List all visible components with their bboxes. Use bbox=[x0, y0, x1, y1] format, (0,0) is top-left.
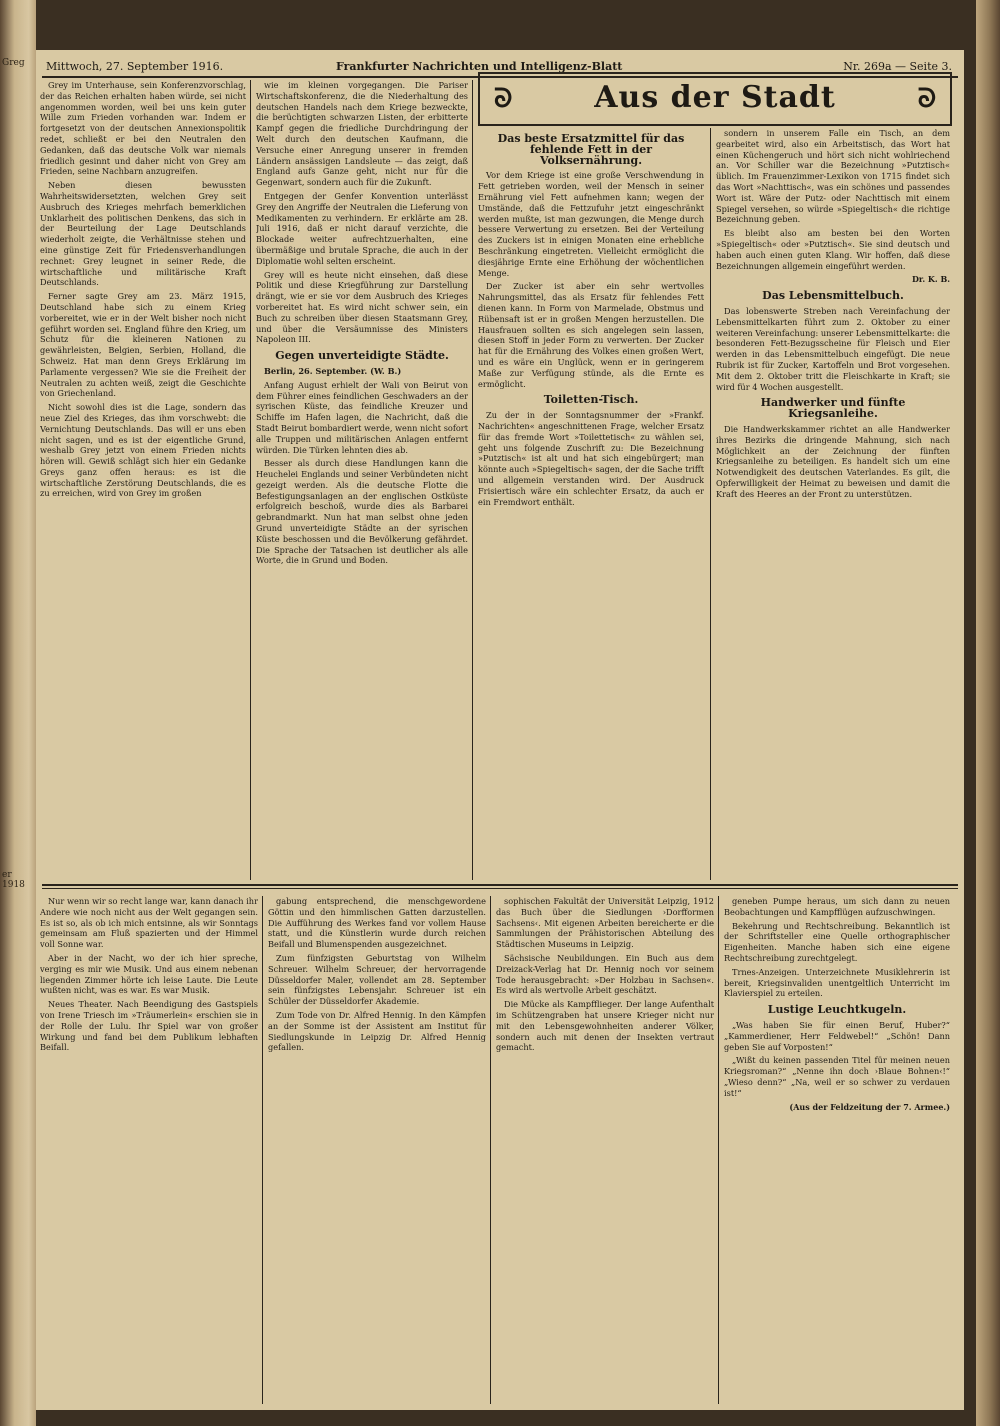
column-divider bbox=[490, 896, 491, 1404]
column-divider bbox=[710, 128, 711, 880]
column-3 bbox=[478, 128, 704, 880]
article-heading: Handwerker und fünfte Kriegsanleihe. bbox=[760, 396, 906, 421]
paragraph: Bekehrung und Rechtschreibung. Bekanntlich ist der Schriftsteller eine Quelle orthographischer Eigenheiten. Manche haben sich eine eigene Rechtschreibung zurechtgelegt. bbox=[724, 920, 950, 963]
bottom-column-2 bbox=[268, 896, 486, 1404]
paragraph: Zum Tode von Dr. Alfred Hennig. In den Kämpfen an der Somme ist der Assistent am Institut für Siedlungskunde in Leipzig Dr. Alfred Hennig gefallen. bbox=[268, 1009, 486, 1053]
paragraph: Der Zucker ist aber ein sehr wertvolles Nahrungsmittel, das als Ersatz für fehlendes Fett dienen kann. In Form von Marmelade, Obstmus und Rübensaft ist er in großen Mengen herzustellen. Die Hausfrauen sollten es sich angelegen sein lassen, diesen Stoff in jeder Form zu verwerten. Der Zucker hat für die Ernährung des Volkes einen großen Wert, und es wäre ein Unglück, wenn er in geringerem Maße zur Verfügung stünde, als die Ernte es ermöglicht. bbox=[478, 281, 704, 389]
paragraph: sondern in unserem Falle ein Tisch, an dem gearbeitet wird, also ein Arbeitstisch, das Wort hat einen Küchengeruch und hört sich nicht wohlriechend an. Vor Schiller war die Bezeichnung »Putztisch« üblich. Im Frauenzimmer-Lexikon von 1715 findet sich das Wort »Nachttisch«, was ein schönes und passendes Wort ist. Wäre der Putz- oder Nachttisch mit einem Spiegel versehen, so würde »Spiegeltisch« die richtige Bezeichnung geben. bbox=[716, 128, 950, 225]
paragraph: sophischen Fakultät der Universität Leipzig, 1912 das Buch über die Siedlungen ›Dorfformen Sachsens‹. Mit eigenen Arbeiten bereicherte er die Sammlungen der Prähistorischen Abteilung des Städtischen Museums in Leipzig. bbox=[496, 896, 714, 950]
paragraph: Ferner sagte Grey am 23. März 1915, Deutschland habe sich zu einem Krieg vorbereitet, wie er in der Welt bisher noch nicht geführt worden sei. England führe den Krieg, um Schutz für die kleineren Nationen zu gewährleisten, Belgien, Serbien, Holland, die Schweiz. Hat man denn Greys Erklärung im Parlamente vergessen? Wie sie die Freiheit der Neutralen zu achten weiß, zeigt die Geschichte von Griechenland. bbox=[40, 291, 246, 399]
paragraph: Nicht sowohl dies ist die Lage, sondern das neue Ziel des Krieges, das ihm vorschwebt: die Vernichtung Deutschlands. Das will er uns eben nicht sagen, und es ist der eigentliche Grund, weshalb Grey jetzt von einem Frieden nichts hören will. Gewiß schlägt sich hier ein Gedanke Greys ganz offen heraus: es ist die wirtschaftliche Zerstörung Deutschlands, die es zu erreichen, wird von Grey im großen bbox=[40, 402, 246, 499]
paragraph: Vor dem Kriege ist eine große Verschwendung in Fett getrieben worden, weil der Mensch in seiner Ernährung viel Fett aufnehmen kann; wegen der Umstände, daß die Fettzufuhr jetzt eingeschränkt werden mußte, ist man gezwungen, die Menge durch bessere Verwertung zu ersetzen. Bei der Verteilung des Zuckers ist in einigen Monaten eine erhebliche Beschränkung eingetreten. Vielleicht ermöglicht die diesjährige Ernte eine Erhöhung der wöchentlichen Menge. bbox=[478, 170, 704, 278]
article-heading: Das Lebensmittelbuch. bbox=[762, 289, 904, 303]
paragraph: Neben diesen bewussten Wahrheitswidersetzten, welchen Grey seit Ausbruch des Krieges mehrfach bemerklichen Unklarheit des politischen Denkens, das sich in der Beurteilung der Lage Deutschlands wiederholt zeigte, die Verhältnisse stehen und eine günstige Zeit für Friedensverhandlungen rechnet: Grey leugnet in seiner Rede, die wirtschaftliche und militärische Kraft Deutschlands. bbox=[40, 180, 246, 288]
column-divider bbox=[472, 80, 473, 880]
feuilleton-rule bbox=[42, 888, 958, 889]
bottom-column-4 bbox=[724, 896, 950, 1404]
article-heading: Toiletten-Tisch. bbox=[543, 393, 639, 407]
column-divider bbox=[718, 896, 719, 1404]
joke: „Wißt du keinen passenden Titel für meinen neuen Kriegsroman?“ „Nenne ihn doch ›Blaue Bohnen‹!“ „Wieso denn?“ „Na, weil er so schwer zu verdauen ist!“ bbox=[724, 1055, 950, 1098]
bottom-column-3 bbox=[496, 896, 714, 1404]
column-4 bbox=[716, 128, 950, 880]
dateline: Berlin, 26. September. (W. B.) bbox=[264, 365, 402, 376]
paragraph: Aber in der Nacht, wo der ich hier spreche, verging es mir wie Musik. Und aus einem nebenan liegenden Zimmer hörte ich leise Laute. Die Leute wußten nicht, was es war. Es war Musik. bbox=[40, 952, 258, 996]
paragraph: Grey im Unterhause, sein Konferenzvorschlag, der das Reichen erhalten haben würde, sei nicht angenommen worden, weil bei uns kein guter Wille zum Frieden vorhanden war. Indem er fortgesetzt von der deutschen Annexionspolitik redet, schließt er bei den Neutralen den Gedanken, daß das deutsche Volk war niemals friedlich gesinnt und daher nicht von Grey am Frieden, seine Nachbarn anzugreifen. bbox=[40, 80, 246, 177]
paragraph: Die Handwerkskammer richtet an alle Handwerker ihres Bezirks die dringende Mahnung, sich nach Möglichkeit an der Zeichnung der fünften Kriegsanleihe zu beteiligen. Es handelt sich um eine Notwendigkeit des deutschen Vaterlandes. Es gilt, die Opferwilligkeit der Heimat zu beweisen und damit die Kraft des Heeres an der Front zu unterstützen. bbox=[716, 423, 950, 499]
paragraph: Das lobenswerte Streben nach Vereinfachung der Lebensmittelkarten führt zum 2. Oktober zu einer weiteren Vereinfachung: unserer Lebensmittelkarte: die besonderen Fett-Bezugsscheine für Fleisch und Eier werden in das Lebensmittelbuch eingefügt. Die neue Rubrik ist für Zucker, Kartoffeln und Brot vorgesehen. Mit dem 2. Oktober tritt die Fleischkarte in Kraft; sie wird für 4 Wochen ausgestellt. bbox=[716, 305, 950, 392]
paragraph: Zum fünfzigsten Geburtstag von Wilhelm Schreuer. Wilhelm Schreuer, der hervorragende Düsseldorfer Maler, vollendet am 28. September sein fünfzigstes Lebensjahr. Schreuer ist ein Schüler der Düsseldorfer Akademie. bbox=[268, 952, 486, 1007]
binding-fragment: Greg bbox=[2, 58, 25, 68]
issue-date: Mittwoch, 27. September 1916. bbox=[46, 60, 224, 73]
paragraph: Zu der in der Sonntagsnummer der »Frankf. Nachrichten« angeschnittenen Frage, welcher Ersatz für das fremde Wort »Toilettetisch« zu wählen sei, geht uns folgende Zuschrift zu: Die Bezeichnung »Putztisch« ist alt und hat sich eingebürgert; man könnte auch »Spiegeltisch« sagen, der die Sache trifft und allgemein verstanden wird. Der Ausdruck Frisiertisch wäre ein schlechter Ersatz, da auch er ein Fremdwort enthält. bbox=[478, 410, 704, 507]
column-divider bbox=[250, 80, 251, 880]
book-binding bbox=[0, 0, 36, 1426]
article-heading: Das beste Ersatzmittel für das fehlende Fett in der Volksernährung. bbox=[497, 132, 685, 167]
paragraph: Sächsische Neubildungen. Ein Buch aus dem Dreizack-Verlag hat Dr. Hennig noch vor seinem Tode herausgebracht: »Der Holzbau in Sachsen«. Es wird als wertvolle Arbeit geschätzt. bbox=[496, 952, 714, 996]
paragraph: Grey will es heute nicht einsehen, daß diese Politik und diese Kriegführung zur Darstellung drängt, wie er sie vor dem Ausbruch des Krieges vorbereitet hat. Es wird nicht schwer sein, ein Buch zu schreiben über diesen Staatsmann Grey, und über die Versäumnisse des Ministers Napoleon III. bbox=[256, 269, 468, 345]
page-number: Nr. 269a — Seite 3. bbox=[843, 60, 952, 73]
paragraph: gabung entsprechend, die menschgewordene Göttin und den himmlischen Gatten darzustellen. Die Aufführung des Werkes fand vor vollem Hause statt, und die Künstlerin wurde durch reichen Beifall und Blumenspenden ausgezeichnet. bbox=[268, 896, 486, 950]
paragraph: Neues Theater. Nach Beendigung des Gastspiels von Irene Triesch im »Träumerlein« erschien sie in der Rolle der Lulu. Ihr Spiel war von großer Wirkung und fand bei dem Publikum lebhaften Beifall. bbox=[40, 999, 258, 1053]
joke: „Was haben Sie für einen Beruf, Huber?“ „Kammerdiener, Herr Feldwebel!“ „Schön! Dann geben Sie auf Vorposten!“ bbox=[724, 1019, 950, 1052]
section-banner bbox=[478, 72, 952, 126]
paragraph: Es bleibt also am besten bei den Worten »Spiegeltisch« oder »Putztisch«. Sie sind deutsch und haben auch einen guten Klang. Wir hoffen, daß diese Bezeichnungen allgemein eingeführt werden. bbox=[716, 228, 950, 271]
signature: Dr. K. B. bbox=[911, 274, 950, 285]
paragraph: Entgegen der Genfer Konvention unterlässt Grey den Angriffe der Neutralen die Lieferung von Medikamenten zu verhindern. Er erklärte am 28. Juli 1916, daß er nicht darauf verzichte, die Blockade weiter aufrechtzuerhalten, eine übermäßige und brutale Sprache, die auch in der Diplomatie wohl selten erscheint. bbox=[256, 190, 468, 266]
column-1 bbox=[40, 80, 246, 880]
column-divider bbox=[262, 896, 263, 1404]
paragraph: geneben Pumpe heraus, um sich dann zu neuen Beobachtungen und Kampfflügen aufzuschwingen. bbox=[724, 896, 950, 917]
newspaper-page bbox=[36, 50, 964, 1410]
article-heading: Gegen unverteidigte Städte. bbox=[275, 349, 449, 363]
paragraph: Anfang August erhielt der Wali von Beirut von dem Führer eines feindlichen Geschwaders an der syrischen Küste, das feindliche Kreuzer und Schiffe im Hafen lagen, die Nachricht, daß die Stadt Beirut bombardiert werde, wenn nicht sofort alle Truppen und militärischen Anlagen entfernt würden. Die Türken lehnten dies ab. bbox=[256, 379, 468, 455]
paragraph: Die Mücke als Kampfflieger. Der lange Aufenthalt im Schützengraben hat unsere Krieger nicht nur mit den Lebensgewohnheiten anderer Völker, sondern auch mit denen der Insekten vertraut gemacht. bbox=[496, 999, 714, 1053]
source-credit: (Aus der Feldzeitung der 7. Armee.) bbox=[789, 1101, 950, 1112]
ornament-right: ᘐ bbox=[917, 84, 936, 114]
page-edge bbox=[976, 0, 1000, 1426]
binding-fragment: er 1918 bbox=[2, 870, 25, 890]
column-2 bbox=[256, 80, 468, 880]
paper-name: Frankfurter Nachrichten und Intelligenz-Blatt bbox=[336, 60, 623, 73]
section-title: Aus der Stadt bbox=[594, 80, 836, 115]
article-heading: Lustige Leuchtkugeln. bbox=[767, 1003, 907, 1017]
ornament-left: ᘐ bbox=[494, 84, 513, 114]
paragraph: Trnes-Anzeigen. Unterzeichnete Musiklehrerin ist bereit, Kriegsinvaliden unentgeltlich Unterricht im Klavierspiel zu erteilen. bbox=[724, 966, 950, 999]
paragraph: Besser als durch diese Handlungen kann die Heuchelei Englands und seiner Verbündeten nicht gezeigt werden. Als die deutsche Flotte die Befestigungsanlagen an der englischen Ostküste erfolgreich beschoß, wurde dies als Barbarei gebrandmarkt. Nun hat man selbst ohne jeden Grund unverteidigte Städte an der syrischen Küste beschossen und die Bevölkerung gefährdet. Die Sprache der Tatsachen ist deutlicher als alle Worte, die in Grund und Boden. bbox=[256, 458, 468, 566]
paragraph: Nur wenn wir so recht lange war, kann danach ihr Andere wie noch nicht aus der Welt gegangen sein. Es ist so, als ob ich mich entsinne, als wir Sonntags gemeinsam am Fluß spazierten und der Himmel voll Sonne war. bbox=[40, 896, 258, 950]
paragraph: wie im kleinen vorgegangen. Die Pariser Wirtschaftskonferenz, die die Niederhaltung des deutschen Handels nach dem Kriege bezweckte, die berüchtigten schwarzen Listen, der erbitterte Kampf gegen die friedliche Durchdringung der Welt durch den deutschen Kaufmann, die Versuche einer Anregung unserer in fremden Ländern ansässigen Landsleute — das zeigt, daß England aufs Ganze geht, nicht nur für die Gegenwart, sondern auch für die Zukunft. bbox=[256, 80, 468, 188]
feuilleton-rule bbox=[42, 884, 958, 886]
bottom-column-1 bbox=[40, 896, 258, 1404]
